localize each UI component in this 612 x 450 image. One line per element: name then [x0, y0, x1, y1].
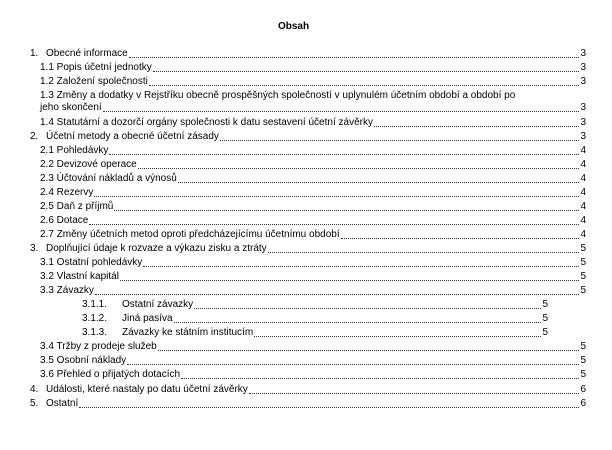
toc-entry[interactable]	[40, 341, 586, 353]
toc-entry[interactable]	[40, 355, 586, 367]
toc-entry[interactable]	[40, 90, 586, 114]
toc-entry[interactable]	[40, 201, 586, 213]
toc-entry[interactable]	[40, 271, 586, 283]
toc-entry-page: 5	[580, 285, 586, 296]
toc-leader-dots	[153, 71, 580, 72]
toc-entry[interactable]	[40, 215, 586, 227]
toc-leader-dots	[129, 57, 580, 58]
toc-leader-dots	[268, 252, 580, 253]
toc-entry-text: Jiná pasíva	[122, 313, 173, 324]
toc-entry-text: 3.6 Přehled o přijatých dotacích	[40, 369, 181, 380]
toc-entry-page: 3	[580, 131, 586, 142]
toc-leader-dots	[95, 294, 580, 295]
toc-leader-dots	[254, 336, 541, 337]
toc-entry-page: 4	[580, 229, 586, 240]
toc-entry[interactable]	[40, 229, 586, 241]
toc-entry[interactable]	[82, 313, 548, 325]
toc-entry[interactable]	[82, 299, 548, 311]
toc-entry-text: 3.4 Tržby z prodeje služeb	[40, 341, 157, 352]
toc-entry-page: 6	[580, 398, 586, 409]
toc-leader-dots	[341, 238, 580, 239]
toc-leader-dots	[79, 407, 579, 408]
toc-entry-page: 3	[580, 48, 586, 59]
toc-entry-page: 4	[580, 145, 586, 156]
toc-entry-page: 6	[580, 384, 586, 395]
toc-entry-page: 3	[580, 102, 586, 113]
toc-entry-text: 2.3 Účtování nákladů a výnosů	[40, 173, 177, 184]
toc-entry[interactable]	[30, 384, 586, 396]
toc-entry-text: 3.3 Závazky	[40, 285, 94, 296]
toc-entry-number: 2.	[30, 131, 39, 142]
toc-entry-number: 3.1.2.	[82, 313, 108, 324]
toc-entry-text: Události, které nastaly po datu účetní závěrky	[46, 384, 248, 395]
toc-entry-page: 5	[542, 327, 548, 338]
toc-entry-text-continued: jeho skončení	[40, 102, 102, 113]
toc-entry-page: 5	[580, 257, 586, 268]
toc-leader-dots	[149, 85, 580, 86]
toc-leader-dots	[89, 224, 579, 225]
toc-entry[interactable]	[82, 327, 548, 339]
toc-entry[interactable]	[30, 243, 586, 255]
toc-entry-page: 4	[580, 159, 586, 170]
toc-entry-text: 1.4 Statutární a dozorčí orgány společnosti k datu sestavení účetní závěrky	[40, 117, 373, 128]
toc-leader-dots	[174, 322, 542, 323]
toc-entry-text: 2.2 Devizové operace	[40, 159, 137, 170]
toc-leader-dots	[120, 280, 580, 281]
toc-entry-text: 1.1 Popis účetní jednotky	[40, 62, 152, 73]
toc-leader-dots	[249, 393, 580, 394]
toc-entry[interactable]	[40, 145, 586, 157]
toc-entry-text: Ostatní	[46, 398, 79, 409]
toc-entry[interactable]	[40, 76, 586, 88]
toc-entry-text: 2.5 Daň z příjmů	[40, 201, 114, 212]
toc-entry-text: Doplňující údaje k rozvaze a výkazu zisku a ztráty	[46, 243, 267, 254]
toc-leader-dots	[178, 182, 580, 183]
toc-entry-text: 2.6 Dotace	[40, 215, 89, 226]
document-title: Obsah	[277, 21, 310, 32]
toc-entry[interactable]	[40, 117, 586, 129]
toc-entry-page: 5	[580, 369, 586, 380]
toc-leader-dots	[114, 210, 579, 211]
toc-entry-text: 3.1 Ostatní pohledávky	[40, 257, 143, 268]
toc-entry-page: 4	[580, 215, 586, 226]
toc-entry-page: 3	[580, 117, 586, 128]
toc-entry[interactable]	[40, 62, 586, 74]
toc-entry-text: 1.3 Změny a dodatky v Rejstříku obecně prospěšných společností v uplynulém účetním období a období po	[40, 90, 516, 101]
toc-entry-page: 3	[580, 62, 586, 73]
toc-entry[interactable]	[40, 369, 586, 381]
toc-entry[interactable]	[40, 285, 586, 297]
toc-leader-dots	[143, 266, 579, 267]
toc-leader-dots	[109, 154, 579, 155]
toc-entry[interactable]	[30, 398, 586, 410]
toc-entry-number: 3.1.1.	[82, 299, 108, 310]
toc-entry-number: 3.	[30, 243, 39, 254]
toc-entry[interactable]	[40, 173, 586, 185]
toc-entry-page: 5	[580, 341, 586, 352]
toc-leader-dots	[374, 126, 579, 127]
toc-entry-text: 2.4 Rezervy	[40, 187, 94, 198]
toc-entry-page: 4	[580, 187, 586, 198]
toc-entry[interactable]	[30, 48, 586, 60]
toc-entry[interactable]	[40, 187, 586, 199]
toc-entry-page: 5	[580, 355, 586, 366]
toc-entry-text: Obecné informace	[46, 48, 128, 59]
toc-entry-page: 5	[580, 271, 586, 282]
toc-entry-text: 1.2 Založení společnosti	[40, 76, 148, 87]
toc-entry-page: 3	[580, 76, 586, 87]
toc-entry-text: 2.1 Pohledávky	[40, 145, 109, 156]
toc-entry-text: Účetní metody a obecné účetní zásady	[46, 131, 219, 142]
toc-leader-dots	[158, 350, 580, 351]
toc-entry[interactable]	[30, 131, 586, 143]
toc-entry-page: 4	[580, 173, 586, 184]
toc-leader-dots	[94, 196, 579, 197]
toc-entry-number: 5.	[30, 398, 39, 409]
toc-entry-number: 4.	[30, 384, 39, 395]
toc-entry-page: 5	[542, 313, 548, 324]
toc-leader-dots	[220, 140, 580, 141]
toc-entry-text: 2.7 Změny účetních metod oproti předcházejícímu účetnímu období	[40, 229, 340, 240]
toc-leader-dots	[127, 364, 579, 365]
toc-entry-page: 4	[580, 201, 586, 212]
toc-entry-text: 3.2 Vlastní kapitál	[40, 271, 119, 282]
toc-entry-page: 5	[580, 243, 586, 254]
toc-entry-number: 1.	[30, 48, 39, 59]
toc-leader-dots	[194, 308, 541, 309]
toc-leader-dots	[181, 378, 579, 379]
toc-entry[interactable]	[40, 159, 586, 171]
toc-entry-text: Ostatní závazky	[122, 299, 194, 310]
toc-entry-page: 5	[542, 299, 548, 310]
toc-entry-text: 3.5 Osobní náklady	[40, 355, 127, 366]
toc-leader-dots	[103, 111, 580, 112]
toc-leader-dots	[138, 168, 580, 169]
toc-entry[interactable]	[40, 257, 586, 269]
toc-entry-text: Závazky ke státním institucím	[122, 327, 254, 338]
toc-entry-number: 3.1.3.	[82, 327, 108, 338]
